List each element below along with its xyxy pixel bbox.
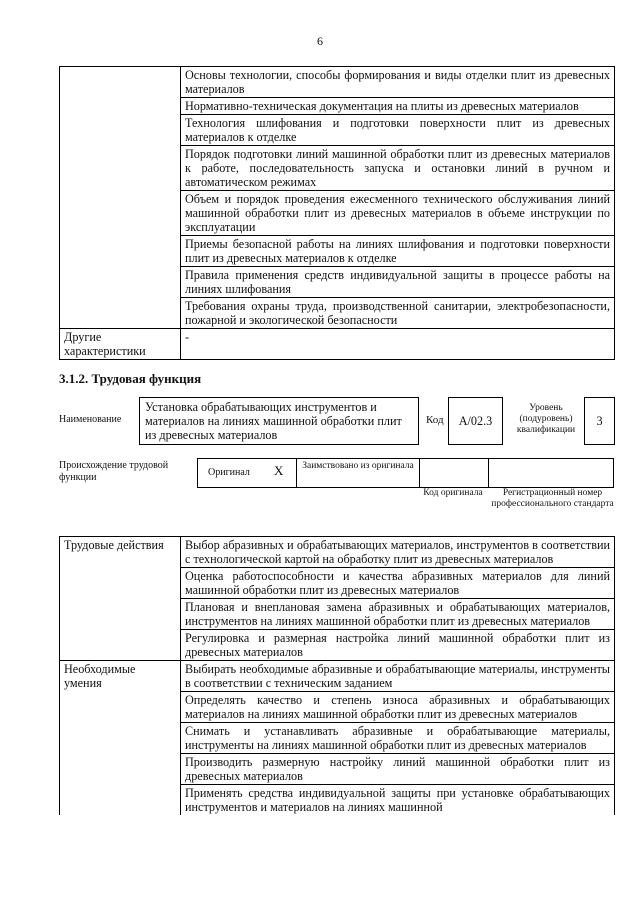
code-value-box: A/02.3 xyxy=(448,397,503,445)
section-heading: 3.1.2. Трудовая функция xyxy=(59,371,202,386)
knowledge-item: Правила применения средств индивидуальной защиты в процессе работы на линиях шлифования xyxy=(181,267,615,298)
borrowed-label: Заимствовано из оригинала xyxy=(302,461,414,471)
original-label: Оригинал xyxy=(208,467,250,478)
skill-item: Применять средства индивидуальной защиты при установке обрабатывающих инструментов и материалов на линиях машинной xyxy=(181,785,615,816)
code-label: Код xyxy=(426,414,444,426)
page-number: 6 xyxy=(317,34,323,48)
knowledge-item: Основы технологии, способы формирования и виды отделки плит из древесных материалов xyxy=(181,67,615,98)
original-mark: X xyxy=(274,463,284,478)
function-name-box: Установка обрабатывающих инструментов и материалов на линиях машинной обработки плит из древесных материалов xyxy=(139,397,419,445)
knowledge-item: Объем и порядок проведения ежесменного технического обслуживания линий машинной обработки плит из древесных материалов в объеме инструкции по эксплуатации xyxy=(181,191,615,236)
knowledge-item: Приемы безопасной работы на линиях шлифования и подготовки поверхности плит из древесных материалов к отделке xyxy=(181,236,615,267)
knowledge-item: Порядок подготовки линий машинной обработки плит из древесных материалов к работе, последовательность запуска и остановки линий в ручном и автоматическом режимах xyxy=(181,146,615,191)
knowledge-item: Технология шлифования и подготовки поверхности плит из древесных материалов к отделке xyxy=(181,115,615,146)
table-row xyxy=(60,329,615,360)
origin-divider xyxy=(296,459,297,487)
labor-action-item: Регулировка и размерная настройка линий машинной обработки плит из древесных материалов xyxy=(181,630,615,661)
knowledge-item: Нормативно-техническая документация на плиты из древесных материалов xyxy=(181,98,615,115)
labor-action-item: Оценка работоспособности и качества абразивных материалов для линий машинной обработки плит из древесных материалов xyxy=(181,568,615,599)
origin-table xyxy=(197,458,614,488)
other-characteristics-label: Другие характеристики xyxy=(60,329,181,360)
table-row xyxy=(60,67,615,98)
origin-divider xyxy=(488,459,489,487)
actions-table xyxy=(59,536,615,815)
required-skills-label: Необходимые умения xyxy=(60,661,181,816)
labor-action-item: Выбор абразивных и обрабатывающих материалов, инструментов в соответствии с технологической картой на обработку плит из древесных материалов xyxy=(181,537,615,568)
labor-action-item: Плановая и внеплановая замена абразивных и обрабатывающих материалов, инструментов на линиях машинной обработки плит из древесных материалов xyxy=(181,599,615,630)
level-value-box: 3 xyxy=(584,397,615,445)
other-characteristics-value: - xyxy=(181,329,615,360)
code-original-caption: Код оригинала xyxy=(423,488,483,498)
origin-label: Происхождение трудовой функции xyxy=(59,460,169,483)
skill-item: Снимать и устанавливать абразивные и обрабатывающие материалы, инструменты на линиях машинной обработки плит из древесных материалов xyxy=(181,723,615,754)
registration-number-caption: Регистрационный номер профессионального стандарта xyxy=(491,488,614,509)
level-label: Уровень (подуровень) квалификации xyxy=(516,403,576,435)
knowledge-label-cell xyxy=(60,67,181,329)
labor-actions-label: Трудовые действия xyxy=(60,537,181,661)
skill-item: Производить размерную настройку линий машинной обработки плит из древесных материалов xyxy=(181,754,615,785)
origin-divider xyxy=(419,459,420,487)
skill-item: Определять качество и степень износа абразивных и обрабатывающих материалов на линиях машинной обработки плит из древесных материалов xyxy=(181,692,615,723)
skill-item: Выбирать необходимые абразивные и обрабатывающие материалы, инструменты в соответствии с техническим заданием xyxy=(181,661,615,692)
table-row xyxy=(60,537,615,568)
knowledge-item: Требования охраны труда, производственной санитарии, электробезопасности, пожарной и экологической безопасности xyxy=(181,298,615,329)
name-label: Наименование xyxy=(59,414,122,425)
knowledge-table xyxy=(59,66,615,360)
table-row xyxy=(60,661,615,692)
